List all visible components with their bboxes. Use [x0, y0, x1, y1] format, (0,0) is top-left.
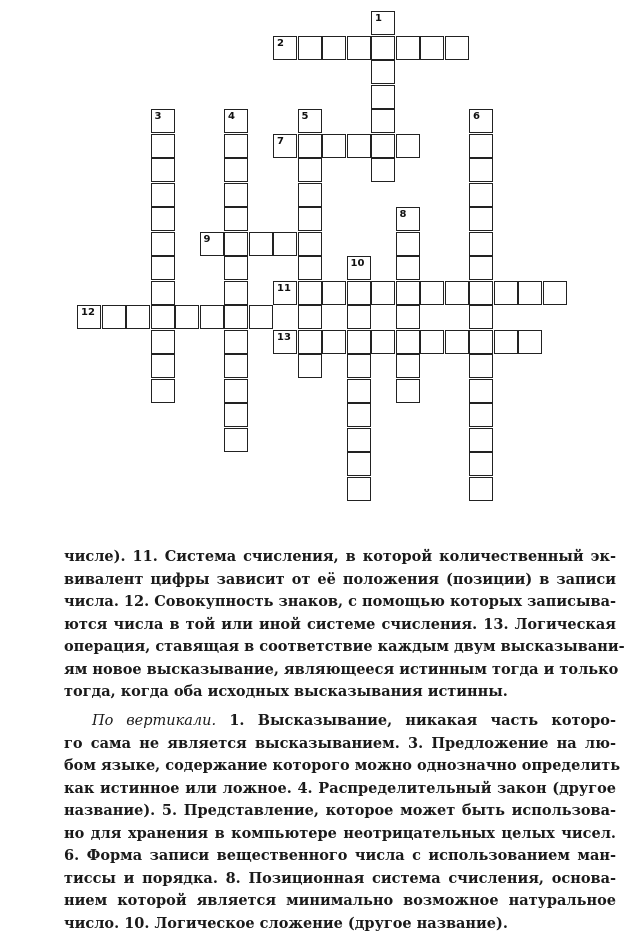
crossword-cell[interactable]	[396, 330, 420, 354]
crossword-cell[interactable]	[151, 379, 175, 403]
crossword-cell[interactable]	[518, 281, 542, 305]
crossword-cell[interactable]	[469, 305, 493, 329]
clue-number: 1	[375, 14, 382, 24]
crossword-cell[interactable]	[469, 330, 493, 354]
crossword-cell[interactable]	[469, 183, 493, 207]
clue-number: 7	[277, 137, 284, 147]
crossword-cell[interactable]	[445, 36, 469, 60]
crossword-cell[interactable]	[151, 256, 175, 280]
crossword-cell[interactable]	[469, 428, 493, 452]
crossword-cell[interactable]	[420, 330, 444, 354]
crossword-cell[interactable]	[347, 305, 371, 329]
crossword-cell[interactable]	[371, 36, 395, 60]
crossword-cell[interactable]	[347, 354, 371, 378]
crossword-cell[interactable]	[322, 281, 346, 305]
crossword-cell[interactable]	[200, 305, 224, 329]
crossword-cell[interactable]	[469, 134, 493, 158]
crossword-cell[interactable]	[151, 330, 175, 354]
clue-number: 2	[277, 39, 284, 49]
crossword-cell[interactable]	[102, 305, 126, 329]
crossword-cell[interactable]	[322, 36, 346, 60]
crossword-cell[interactable]	[298, 183, 322, 207]
crossword-cell[interactable]	[347, 281, 371, 305]
crossword-cell[interactable]	[224, 183, 248, 207]
crossword-cell[interactable]	[396, 379, 420, 403]
text-line: 6. Форма записи вещественного числа с использованием ман-	[64, 845, 616, 868]
crossword-cell[interactable]	[469, 281, 493, 305]
clue-number: 4	[228, 112, 235, 122]
text-line: но для хранения в компьютере неотрицательных целых чисел.	[64, 823, 616, 846]
clue-number: 5	[302, 112, 309, 122]
crossword-cell[interactable]	[151, 354, 175, 378]
crossword-cell[interactable]	[469, 477, 493, 501]
crossword-cell[interactable]	[469, 158, 493, 182]
crossword-cell[interactable]	[445, 281, 469, 305]
crossword-cell[interactable]	[298, 281, 322, 305]
clue-number: 10	[351, 259, 365, 269]
crossword-cell[interactable]	[175, 305, 199, 329]
text-line: числе). 11. Система счисления, в которой количественный эк-	[64, 546, 616, 569]
crossword-cell[interactable]	[371, 330, 395, 354]
crossword-cell[interactable]	[371, 158, 395, 182]
crossword-cell[interactable]	[494, 281, 518, 305]
crossword-cell[interactable]	[469, 207, 493, 231]
text-line: тиссы и порядка. 8. Позиционная система счисления, основа-	[64, 868, 616, 891]
clue-number: 3	[155, 112, 162, 122]
crossword-cell[interactable]	[298, 232, 322, 256]
text-line: ям новое высказывание, являющееся истинным тогда и только	[64, 659, 616, 682]
text-line: нием которой является минимально возможное натуральное	[64, 890, 616, 913]
text-line: операция, ставящая в соответствие каждым двум высказывани-	[64, 636, 616, 659]
crossword-cell[interactable]	[396, 354, 420, 378]
crossword-cell[interactable]	[396, 232, 420, 256]
crossword-cell[interactable]	[347, 134, 371, 158]
crossword-cell[interactable]	[151, 134, 175, 158]
crossword-cell[interactable]	[224, 256, 248, 280]
crossword-cell[interactable]	[469, 403, 493, 427]
crossword-cell[interactable]	[396, 256, 420, 280]
crossword-cell[interactable]	[396, 134, 420, 158]
text-line: тогда, когда оба исходных высказывания истинны.	[64, 681, 616, 704]
crossword-cell[interactable]	[249, 232, 273, 256]
crossword-cell[interactable]	[224, 134, 248, 158]
crossword-cell[interactable]	[469, 232, 493, 256]
crossword-cell[interactable]	[224, 428, 248, 452]
crossword-cell[interactable]	[347, 330, 371, 354]
crossword-cell[interactable]	[224, 354, 248, 378]
crossword-cell[interactable]	[224, 379, 248, 403]
text-line: название). 5. Представление, которое может быть использова-	[64, 800, 616, 823]
crossword-cell[interactable]	[420, 281, 444, 305]
clue-number: 13	[277, 333, 291, 343]
clue-number: 12	[81, 308, 95, 318]
crossword-cell[interactable]	[347, 403, 371, 427]
text-line-fragment: 1. Высказывание, никакая часть которо-	[216, 712, 616, 729]
crossword-cell[interactable]	[371, 85, 395, 109]
horizontal-clues-continued	[64, 546, 616, 704]
crossword-cell[interactable]	[249, 305, 273, 329]
vertical-heading: По вертикали.	[92, 713, 216, 729]
crossword-cell[interactable]	[371, 281, 395, 305]
crossword-cell[interactable]	[298, 256, 322, 280]
crossword-cell[interactable]	[518, 330, 542, 354]
crossword-cell[interactable]	[224, 232, 248, 256]
crossword-cell[interactable]	[151, 281, 175, 305]
crossword-cell[interactable]	[371, 109, 395, 133]
crossword-cell[interactable]	[543, 281, 567, 305]
crossword-cell[interactable]	[347, 477, 371, 501]
text-line	[64, 710, 616, 733]
crossword-cell[interactable]	[420, 36, 444, 60]
text-line: ются числа в той или иной системе счисления. 13. Логическая	[64, 614, 616, 637]
crossword-cell[interactable]	[224, 158, 248, 182]
text-line: вивалент цифры зависит от её положения (позиции) в записи	[64, 569, 616, 592]
crossword-cell[interactable]	[151, 305, 175, 329]
clue-number: 6	[473, 112, 480, 122]
clue-number: 11	[277, 284, 291, 294]
crossword-cell[interactable]	[126, 305, 150, 329]
crossword-cell[interactable]	[347, 36, 371, 60]
crossword-cell[interactable]	[298, 330, 322, 354]
crossword-cell[interactable]	[494, 330, 518, 354]
crossword-cell[interactable]	[322, 134, 346, 158]
crossword-cell[interactable]	[469, 354, 493, 378]
crossword-cell[interactable]	[151, 207, 175, 231]
crossword-cell[interactable]	[322, 330, 346, 354]
crossword-cell[interactable]	[347, 452, 371, 476]
text-line: го сама не является высказыванием. 3. Предложение на лю-	[64, 733, 616, 756]
crossword-cell[interactable]	[298, 207, 322, 231]
crossword-cell[interactable]	[224, 281, 248, 305]
vertical-clues	[64, 710, 616, 935]
crossword-cell[interactable]	[224, 305, 248, 329]
crossword-cell[interactable]	[151, 183, 175, 207]
clue-number: 9	[204, 235, 211, 245]
text-line: число. 10. Логическое сложение (другое название).	[64, 913, 616, 935]
crossword-cell[interactable]	[396, 305, 420, 329]
crossword-cell[interactable]	[298, 158, 322, 182]
crossword-cell[interactable]	[445, 330, 469, 354]
crossword-cell[interactable]	[396, 36, 420, 60]
crossword-cell[interactable]	[298, 354, 322, 378]
crossword-cell[interactable]	[298, 134, 322, 158]
crossword-cell[interactable]	[298, 305, 322, 329]
text-line: как истинное или ложное. 4. Распределительный закон (другое	[64, 778, 616, 801]
crossword-cell[interactable]	[298, 36, 322, 60]
crossword-cell[interactable]	[396, 281, 420, 305]
text-line: бом языке, содержание которого можно однозначно определить	[64, 755, 616, 778]
crossword-cell[interactable]	[371, 60, 395, 84]
crossword-cell[interactable]	[224, 403, 248, 427]
clue-number: 8	[400, 210, 407, 220]
text-line: числа. 12. Совокупность знаков, с помощью которых записыва-	[64, 591, 616, 614]
crossword-cell[interactable]	[469, 452, 493, 476]
crossword-cell[interactable]	[224, 330, 248, 354]
crossword-cell[interactable]	[347, 428, 371, 452]
crossword-cell[interactable]	[469, 379, 493, 403]
crossword-cell[interactable]	[151, 232, 175, 256]
crossword-cell[interactable]	[151, 158, 175, 182]
crossword-cell[interactable]	[273, 232, 297, 256]
crossword-cell[interactable]	[224, 207, 248, 231]
crossword-cell[interactable]	[371, 134, 395, 158]
crossword-cell[interactable]	[469, 256, 493, 280]
crossword-cell[interactable]	[347, 379, 371, 403]
